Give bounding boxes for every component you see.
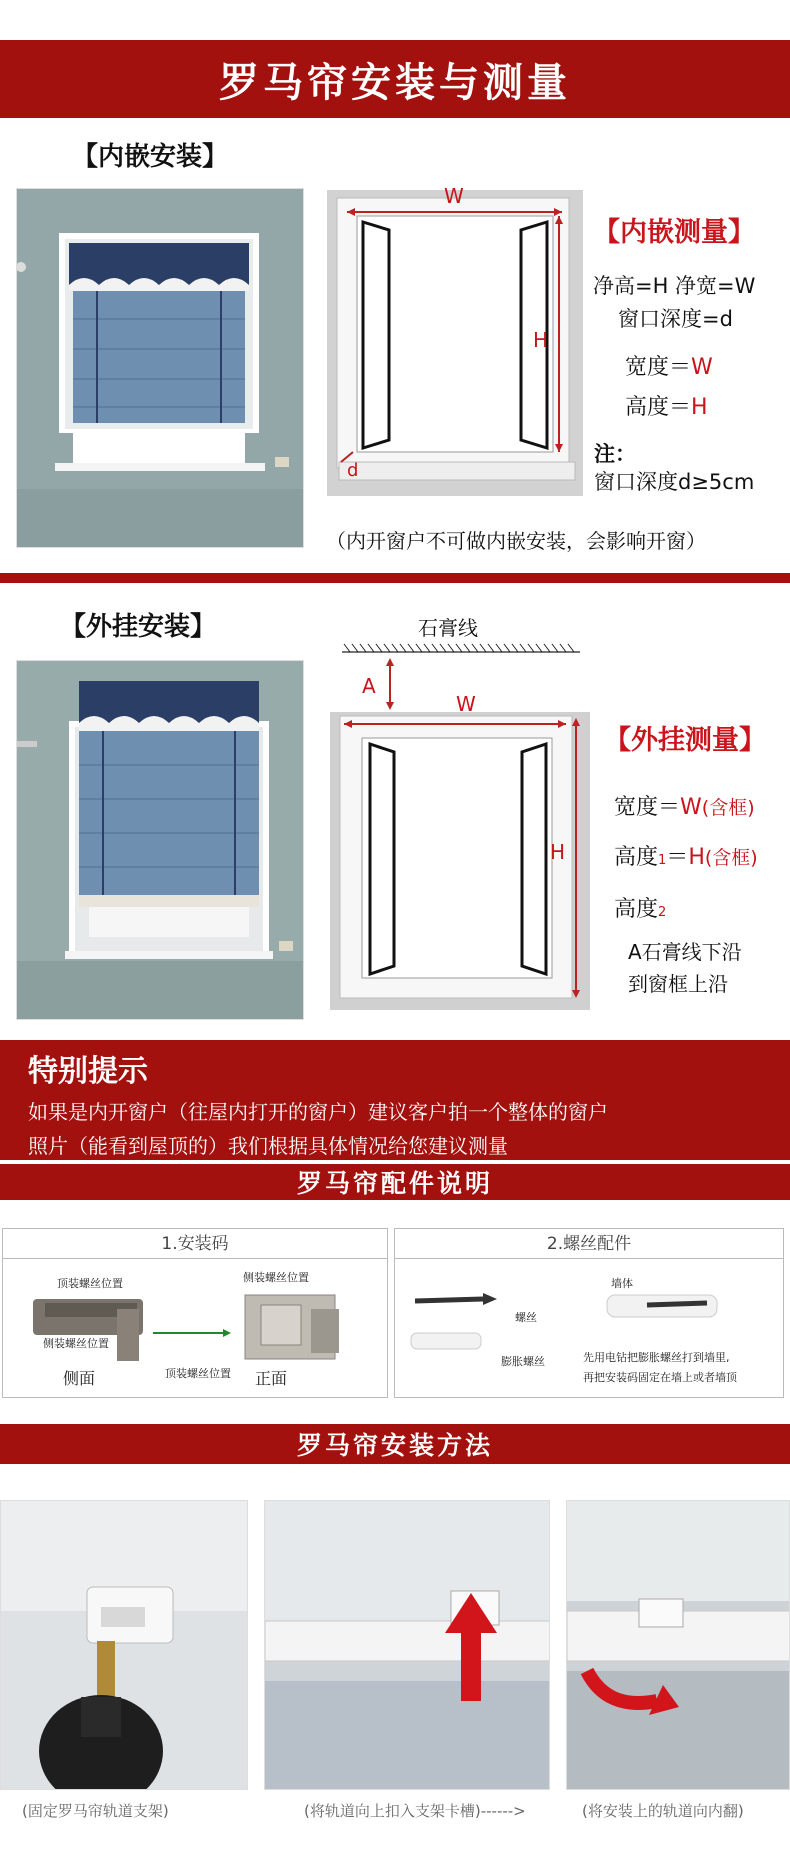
method-caption-1: (固定罗马帘轨道支架) xyxy=(22,1802,169,1820)
accessory-box-mount xyxy=(2,1228,388,1398)
inset-w-label: W xyxy=(444,184,464,208)
outside-width xyxy=(614,790,755,821)
method-caption-3: (将安装上的轨道向内翻) xyxy=(582,1802,744,1820)
screws-box-title: 2.螺丝配件 xyxy=(395,1229,783,1259)
outside-height2 xyxy=(614,892,666,923)
inset-note-label: 注： xyxy=(594,442,636,466)
mount-front-view-label: 正面 xyxy=(255,1369,288,1388)
method-title: 罗马帘安装方法 xyxy=(296,1431,493,1460)
gypsum-label: 石膏线 xyxy=(418,616,478,640)
screws-label-screw: 螺丝 xyxy=(515,1311,537,1324)
outside-width-prefix: 宽度＝ xyxy=(614,795,681,820)
method-title-bar xyxy=(0,1424,790,1464)
mount-side-view-label: 侧面 xyxy=(63,1369,96,1388)
outside-heading: 【外挂安装】 xyxy=(60,612,217,642)
inset-h-label: H xyxy=(533,328,549,352)
accessories-title: 罗马帘配件说明 xyxy=(296,1169,493,1198)
outside-height1-suffix: (含框) xyxy=(704,847,758,869)
inset-width xyxy=(625,350,713,381)
inset-net-size: 净高=H 净宽=W xyxy=(593,274,756,298)
inset-footnote: （内开窗户不可做内嵌安装，会影响开窗） xyxy=(326,529,706,553)
outside-width-suffix: (含框) xyxy=(701,797,755,819)
inset-height-prefix: 高度＝ xyxy=(625,395,692,420)
inset-d-label: d xyxy=(347,460,359,481)
page-title: 罗马帘安装与测量 xyxy=(219,58,571,106)
tip-line2: 照片（能看到屋顶的）我们根据具体情况给您建议测量 xyxy=(28,1134,508,1158)
inset-width-prefix: 宽度＝ xyxy=(625,355,692,380)
outside-measure-title: 【外挂测量】 xyxy=(604,725,766,756)
tip-line1: 如果是内开窗户（往屋内打开的窗户）建议客户拍一个整体的窗户 xyxy=(28,1100,608,1124)
outside-height1 xyxy=(614,840,758,871)
inset-height xyxy=(625,390,708,421)
outside-height2-sub: 2 xyxy=(658,905,667,920)
accessory-box-screws xyxy=(394,1228,784,1398)
method-caption-2: (将轨道向上扣入支架卡槽)------> xyxy=(304,1802,526,1820)
mount-label-top-screw-2: 顶装螺丝位置 xyxy=(165,1367,231,1380)
mount-label-top-screw: 顶装螺丝位置 xyxy=(57,1277,123,1290)
outside-height2-prefix: 高度 xyxy=(614,897,659,922)
outside-h-label: H xyxy=(550,840,566,864)
tip-title: 特别提示 xyxy=(28,1054,148,1089)
outside-a-line2: 到窗框上沿 xyxy=(628,972,728,996)
outside-a-label: A xyxy=(362,674,376,698)
outside-width-value: W xyxy=(680,795,702,820)
outside-window-diagram xyxy=(330,640,590,1010)
inset-depth: 窗口深度=d xyxy=(618,307,733,331)
inset-window-diagram xyxy=(327,184,583,496)
screws-label-anchor: 膨胀螺丝 xyxy=(501,1355,545,1368)
outside-a-line1: A石膏线下沿 xyxy=(628,940,742,964)
outside-height1-value: H xyxy=(688,845,705,870)
inset-measure-title: 【内嵌测量】 xyxy=(593,217,755,248)
mount-label-side-screw: 侧装螺丝位置 xyxy=(43,1337,109,1350)
screws-desc-1: 先用电钻把膨胀螺丝打到墙里, xyxy=(583,1351,730,1364)
inset-width-value: W xyxy=(691,355,713,380)
mount-label-side-screw-2: 侧装螺丝位置 xyxy=(243,1271,309,1284)
accessories-title-bar xyxy=(0,1164,790,1200)
method-photo-1 xyxy=(0,1500,248,1790)
inset-heading: 【内嵌安装】 xyxy=(72,142,229,172)
method-photo-3 xyxy=(566,1500,790,1790)
method-photo-2 xyxy=(264,1500,550,1790)
page-title-bar xyxy=(0,40,790,118)
inset-install-photo xyxy=(16,188,304,548)
outside-height1-prefix: 高度 xyxy=(614,845,659,870)
outside-height1-eq: ＝ xyxy=(666,845,689,870)
outside-install-photo xyxy=(16,660,304,1020)
screws-label-wall: 墙体 xyxy=(611,1277,633,1290)
section-divider xyxy=(0,573,790,583)
inset-height-value: H xyxy=(691,395,708,420)
mount-box-title: 1.安装码 xyxy=(3,1229,387,1259)
inset-note-text: 窗口深度d≥5cm xyxy=(594,470,755,494)
outside-w-label: W xyxy=(456,692,476,716)
screws-desc-2: 再把安装码固定在墙上或者墙顶 xyxy=(583,1371,737,1384)
outside-height1-sub: 1 xyxy=(658,853,667,868)
